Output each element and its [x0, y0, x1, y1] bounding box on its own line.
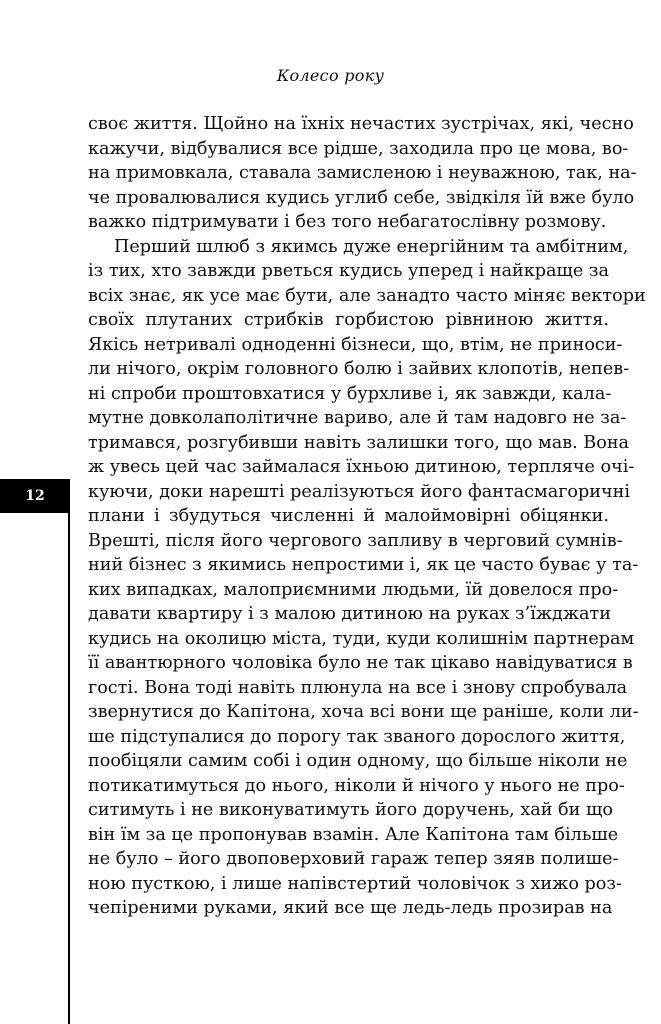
text-line: ситимуть і не виконуватимуть його доручень, хай би що: [88, 800, 613, 820]
text-line: на примовкала, ставала замисленою і неуважною, так, на-: [88, 163, 637, 183]
text-line: ний бізнес з якимись непростими і, як це часто буває у та-: [88, 555, 639, 575]
text-line: своє життя. Щойно на їхніх нечастих зустрічах, які, чесно: [88, 114, 634, 134]
text-line: ше підступалися до порогу так званого дорослого життя,: [88, 726, 626, 747]
text-line: че провалювалися кудись углиб себе, звідкіля їй вже було: [88, 187, 635, 208]
text-line: ж увесь цей час займалася їхньою дитиною, терпляче очі-: [88, 457, 635, 477]
text-line: гості. Вона тоді навіть плюнула на все і знову спробувала: [88, 677, 628, 698]
text-line: із тих, хто завжди рветься кудись уперед і найкраще за: [88, 261, 609, 281]
text-line: мутне довколаполітичне вариво, але й там надовго не за-: [88, 408, 627, 428]
running-head: Колесо року: [276, 66, 385, 85]
body-text: [88, 112, 646, 921]
text-line: ких випадках, малоприємними людьми, їй довелося про-: [88, 579, 619, 600]
text-line: потикатимуться до нього, ніколи й нічого у нього не про-: [88, 775, 625, 796]
text-line: всіх знає, як усе має бути, але занадто часто міняє вектори: [88, 285, 646, 306]
text-line: своїх плутаних стрибків горбистою рівниною життя.: [88, 310, 609, 330]
text-line: він їм за це пропонував взамін. Але Капітона там більше: [88, 824, 619, 845]
text-line: ні спроби проштовхатися у бурхливе і, як завжди, кала-: [88, 383, 612, 404]
text-line: важко підтримувати і без того небагатослівну розмову.: [88, 212, 607, 232]
text-line: Якісь нетривалі одноденні бізнеси, що, втім, не приноси-: [88, 334, 623, 355]
page-number: 12: [0, 479, 70, 513]
text-line: не було – його двоповерховий гараж тепер зяяв полише-: [88, 849, 619, 869]
text-line: Врешті, після його чергового запливу в черговий сумнів-: [88, 530, 623, 551]
text-line: звернутися до Капітона, хоча всі вони ще раніше, коли ли-: [88, 702, 639, 722]
text-line: плани і збудуться численні й малоймовірні обіцянки.: [88, 506, 609, 526]
text-line: куючи, доки нарешті реалізуються його фантасмагоричні: [88, 481, 630, 502]
text-line: кажучи, відбувалися все рідше, заходила про це мова, во-: [88, 138, 629, 159]
text-line: Перший шлюб з якимсь дуже енергійним та амбітним,: [114, 236, 629, 257]
edge-rule: [68, 513, 70, 1024]
text-line: чепіреними руками, який все ще ледь-ледь прозирав на: [88, 898, 613, 918]
text-line: ли нічого, окрім головного болю і зайвих клопотів, непев-: [88, 359, 630, 379]
text-line: тримався, розгубивши навіть залишки того, що мав. Вона: [88, 432, 630, 453]
text-line: кудись на околицю міста, туди, куди колишнім партнерам: [88, 628, 635, 649]
text-line: пообіцяли самим собі і один одному, що більше ніколи не: [88, 751, 628, 771]
text-line: давати квартиру і з малою дитиною на руках з’їжджати: [88, 604, 611, 624]
text-line: ною пусткою, і лише напівстертий чоловічок з хижо роз-: [88, 873, 622, 894]
text-line: її авантюрного чоловіка було не так цікаво навідуватися в: [88, 653, 633, 673]
